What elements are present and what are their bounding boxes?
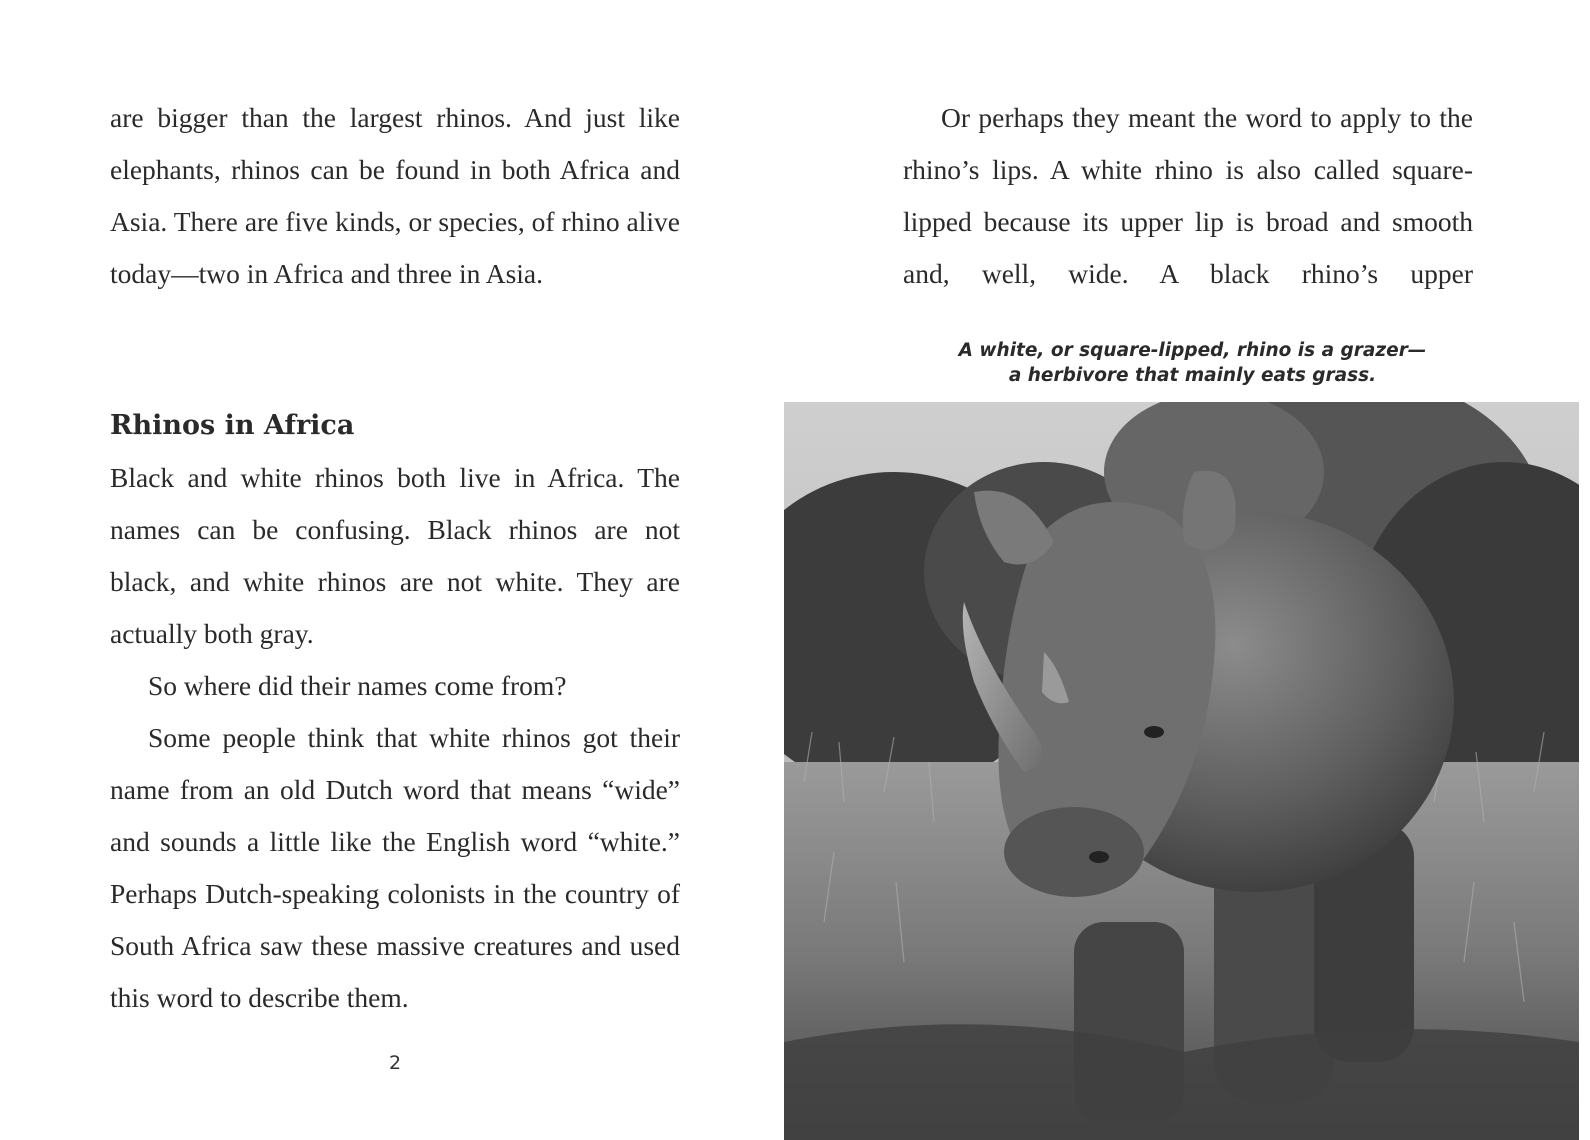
left-top-text [110,92,680,300]
rhino-photo-icon [784,402,1579,1140]
section-heading: Rhinos in Africa [110,410,355,441]
right-page [795,0,1590,1140]
rhino-photo [784,402,1579,1140]
page-number: 2 [388,1052,402,1074]
right-top-text [903,92,1473,300]
body-paragraph-2: So where did their names come from? [148,670,567,701]
body-paragraph-1: Black and white rhinos both live in Africa. The names can be confusing. Black rhinos are not black, and white rhinos are not white. They are actually both gray. [110,462,680,649]
body-paragraph-3: Some people think that white rhinos got their name from an old Dutch word that means “wide” and sounds a little like the English word “white.” Perhaps Dutch-speaking colonists in the country of South Africa saw these massive creatures and used this word to describe them. [110,722,680,1013]
caption-line-1: A white, or square-lipped, rhino is a grazer— [958,340,1427,361]
caption-line-2: a herbivore that mainly eats grass. [1008,365,1377,386]
left-top-paragraph: are bigger than the largest rhinos. And just like elephants, rhinos can be found in both Africa and Asia. There are five kinds, or species, of rhino alive today—two in Africa and three in Asia. [110,102,680,289]
left-body-text [110,452,680,1024]
right-top-paragraph: Or perhaps they meant the word to apply to the rhino’s lips. A white rhino is also called square-lipped because its upper lip is broad and smooth and, well, wide. A black rhino’s upper [903,102,1473,289]
photo-caption [795,338,1590,388]
